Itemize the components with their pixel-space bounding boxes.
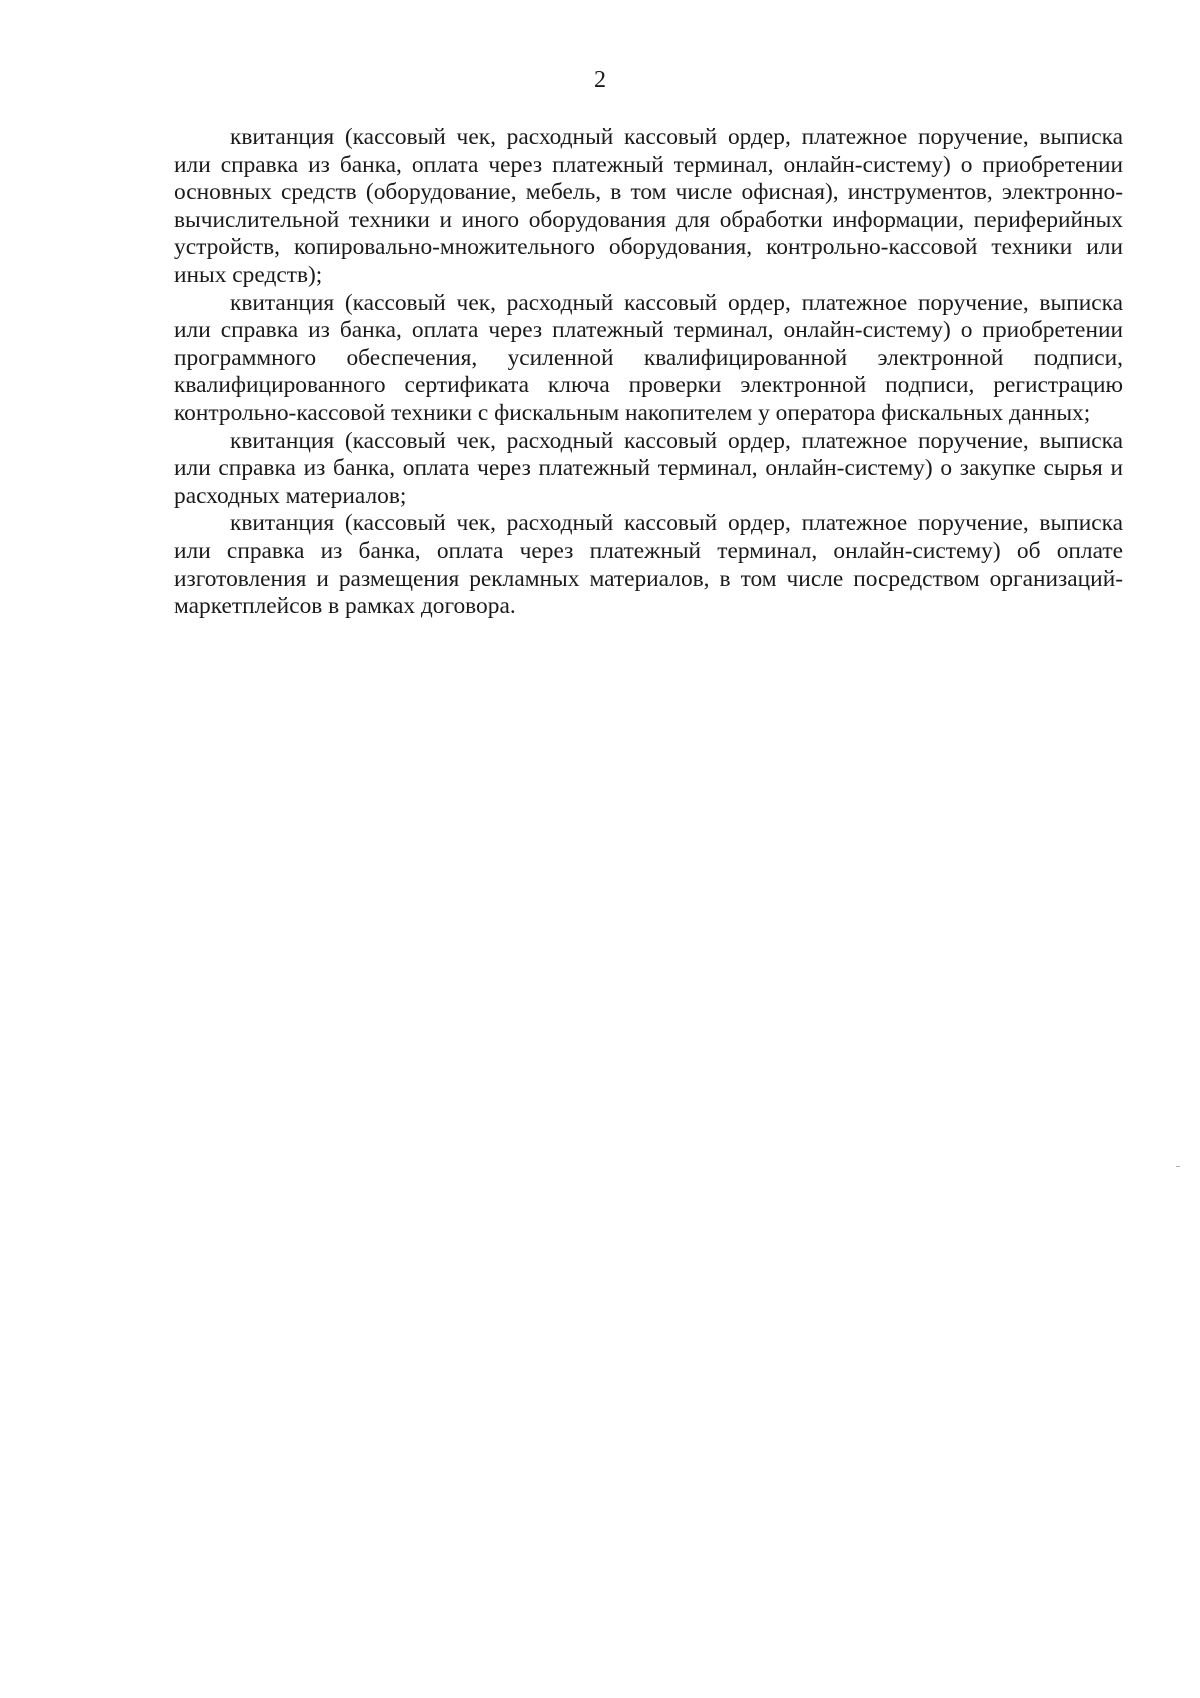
paragraph-raw-materials-receipt: квитанция (кассовый чек, расходный кассовый ордер, платежное поручение, выписка или справка из банка, оплата через платежный терминал, онлайн-систему) о закупке сырья и расходных материалов; [174,427,1123,509]
page-number: 2 [594,67,606,93]
document-body [174,124,1123,621]
scan-artifact [1176,1166,1180,1167]
paragraph-advertising-receipt: квитанция (кассовый чек, расходный кассовый ордер, платежное поручение, выписка или справка из банка, оплата через платежный терминал, онлайн-систему) об оплате изготовления и размещения рекламных материалов, в том числе посредством организаций-маркетплейсов в рамках договора. [174,510,1123,620]
paragraph-software-receipt: квитанция (кассовый чек, расходный кассовый ордер, платежное поручение, выписка или справка из банка, оплата через платежный терминал, онлайн-систему) о приобретении программного обеспечения, усиленной квалифицированной электронной подписи, квалифицированного сертификата ключа проверки электронной подписи, регистрацию контрольно-кассовой техники с фискальным накопителем у оператора фискальных данных; [174,289,1123,426]
paragraph-fixed-assets-receipt: квитанция (кассовый чек, расходный кассовый ордер, платежное поручение, выписка или справка из банка, оплата через платежный терминал, онлайн-систему) о приобретении основных средств (оборудование, мебель, в том числе офисная), инструментов, электронно-вычислительной техники и иного оборудования для обработки информации, периферийных устройств, копировально-множительного оборудования, контрольно-кассовой техники или иных средств); [174,124,1123,288]
